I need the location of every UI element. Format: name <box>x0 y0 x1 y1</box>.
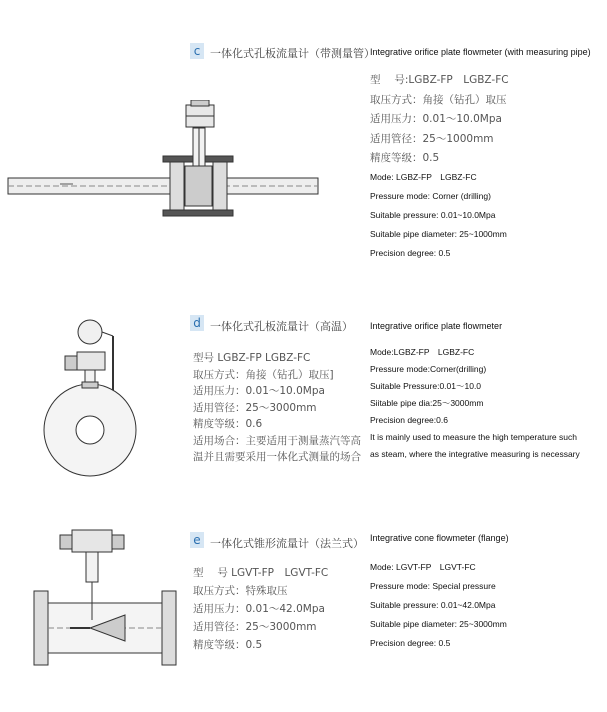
spec-pipe-diameter: 适用管径：25～1000mm <box>370 132 494 145</box>
spec-pressure-mode: 取压方式：角接（钻孔）取压] <box>193 368 334 381</box>
section-c-letter-badge: c <box>190 43 204 59</box>
spec-model: 型 号 LGVT-FP LGVT-FC <box>193 567 329 579</box>
spec-pipe-diameter: 适用管径：25～3000mm <box>193 401 317 414</box>
spec-application: 适用场合：主要适用于测量蒸汽等高 <box>193 434 361 447</box>
spec-pipe-diameter: Suitable pipe diameter: 25~3000mm <box>370 619 507 629</box>
spec-pressure: 适用压力：0.01～42.0Mpa <box>193 603 325 615</box>
spec-pipe-diameter: Siitable pipe dia:25～3000mm <box>370 398 484 408</box>
spec-application-cont: as steam, where the integrative measuring is necessary <box>370 449 580 459</box>
section-e <box>0 520 607 700</box>
spec-precision: Precision degree: 0.5 <box>370 638 451 648</box>
spec-precision: Precision degree:0.6 <box>370 415 448 425</box>
spec-pressure-mode: 取压方式：角接（钻孔）取压 <box>370 93 507 106</box>
spec-pressure: 适用压力：0.01～10.0Mpa <box>193 385 325 397</box>
spec-model: 型 号:LGBZ-FP LGBZ-FC <box>370 74 509 86</box>
spec-precision: Precision degree: 0.5 <box>370 248 451 258</box>
section-c-chinese-specs <box>370 71 509 169</box>
spec-application-cont: 温并且需要采用一体化式测量的场合 <box>193 451 361 463</box>
section-e-english-specs <box>370 558 507 653</box>
section-e-letter-badge: e <box>190 532 204 548</box>
spec-model: Mode:LGBZ-FP LGBZ-FC <box>370 347 475 357</box>
spec-model: Mode: LGBZ-FP LGBZ-FC <box>370 172 477 182</box>
spec-pressure: Suitable pressure: 0.01~42.0Mpa <box>370 600 496 610</box>
orifice-flowmeter-high-temp-drawing <box>35 310 155 490</box>
spec-precision: 精度等级：0.6 <box>193 418 263 430</box>
cone-flowmeter-flange-drawing <box>30 525 180 675</box>
section-c <box>0 0 607 280</box>
section-d-chinese-title: 一体化式孔板流量计（高温） <box>210 320 353 333</box>
section-c-english-specs <box>370 168 507 263</box>
spec-application: It is mainly used to measure the high temperature such <box>370 432 577 442</box>
spec-precision: 精度等级：0.5 <box>193 639 263 651</box>
spec-pressure-mode: Pressure mode:Corner(drilling) <box>370 364 487 374</box>
section-e-chinese-title: 一体化式锥形流量计（法兰式） <box>210 537 364 550</box>
spec-pressure: 适用压力：0.01～10.0Mpa <box>370 113 502 125</box>
spec-precision: 精度等级：0.5 <box>370 152 440 164</box>
section-c-english-title: Integrative orifice plate flowmeter (with measuring pipe) <box>370 47 591 57</box>
section-d-chinese-specs <box>193 350 361 466</box>
spec-model: Mode: LGVT-FP LGVT-FC <box>370 562 476 572</box>
section-e-chinese-specs <box>193 564 328 654</box>
spec-pressure-mode: Pressure mode: Corner (drilling) <box>370 191 491 201</box>
section-e-english-title: Integrative cone flowmeter (flange) <box>370 533 509 543</box>
section-d-english-specs <box>370 344 580 463</box>
spec-pressure: Suitable Pressure:0.01～10.0 <box>370 381 482 391</box>
spec-pressure: Suitable pressure: 0.01~10.0Mpa <box>370 210 496 220</box>
section-d <box>0 300 607 500</box>
spec-pipe-diameter: Suitable pipe diameter: 25~1000mm <box>370 229 507 239</box>
section-d-letter-badge: d <box>190 315 204 331</box>
spec-pressure-mode: Pressure mode: Special pressure <box>370 581 496 591</box>
spec-pipe-diameter: 适用管径：25～3000mm <box>193 621 317 633</box>
spec-model: 型号 LGBZ-FP LGBZ-FC <box>193 352 311 364</box>
section-c-chinese-title: 一体化式孔板流量计（带测量管） <box>210 47 375 60</box>
orifice-flowmeter-with-pipe-drawing <box>5 100 325 230</box>
section-d-english-title: Integrative orifice plate flowmeter <box>370 321 503 331</box>
spec-pressure-mode: 取压方式：特殊取压 <box>193 585 288 597</box>
